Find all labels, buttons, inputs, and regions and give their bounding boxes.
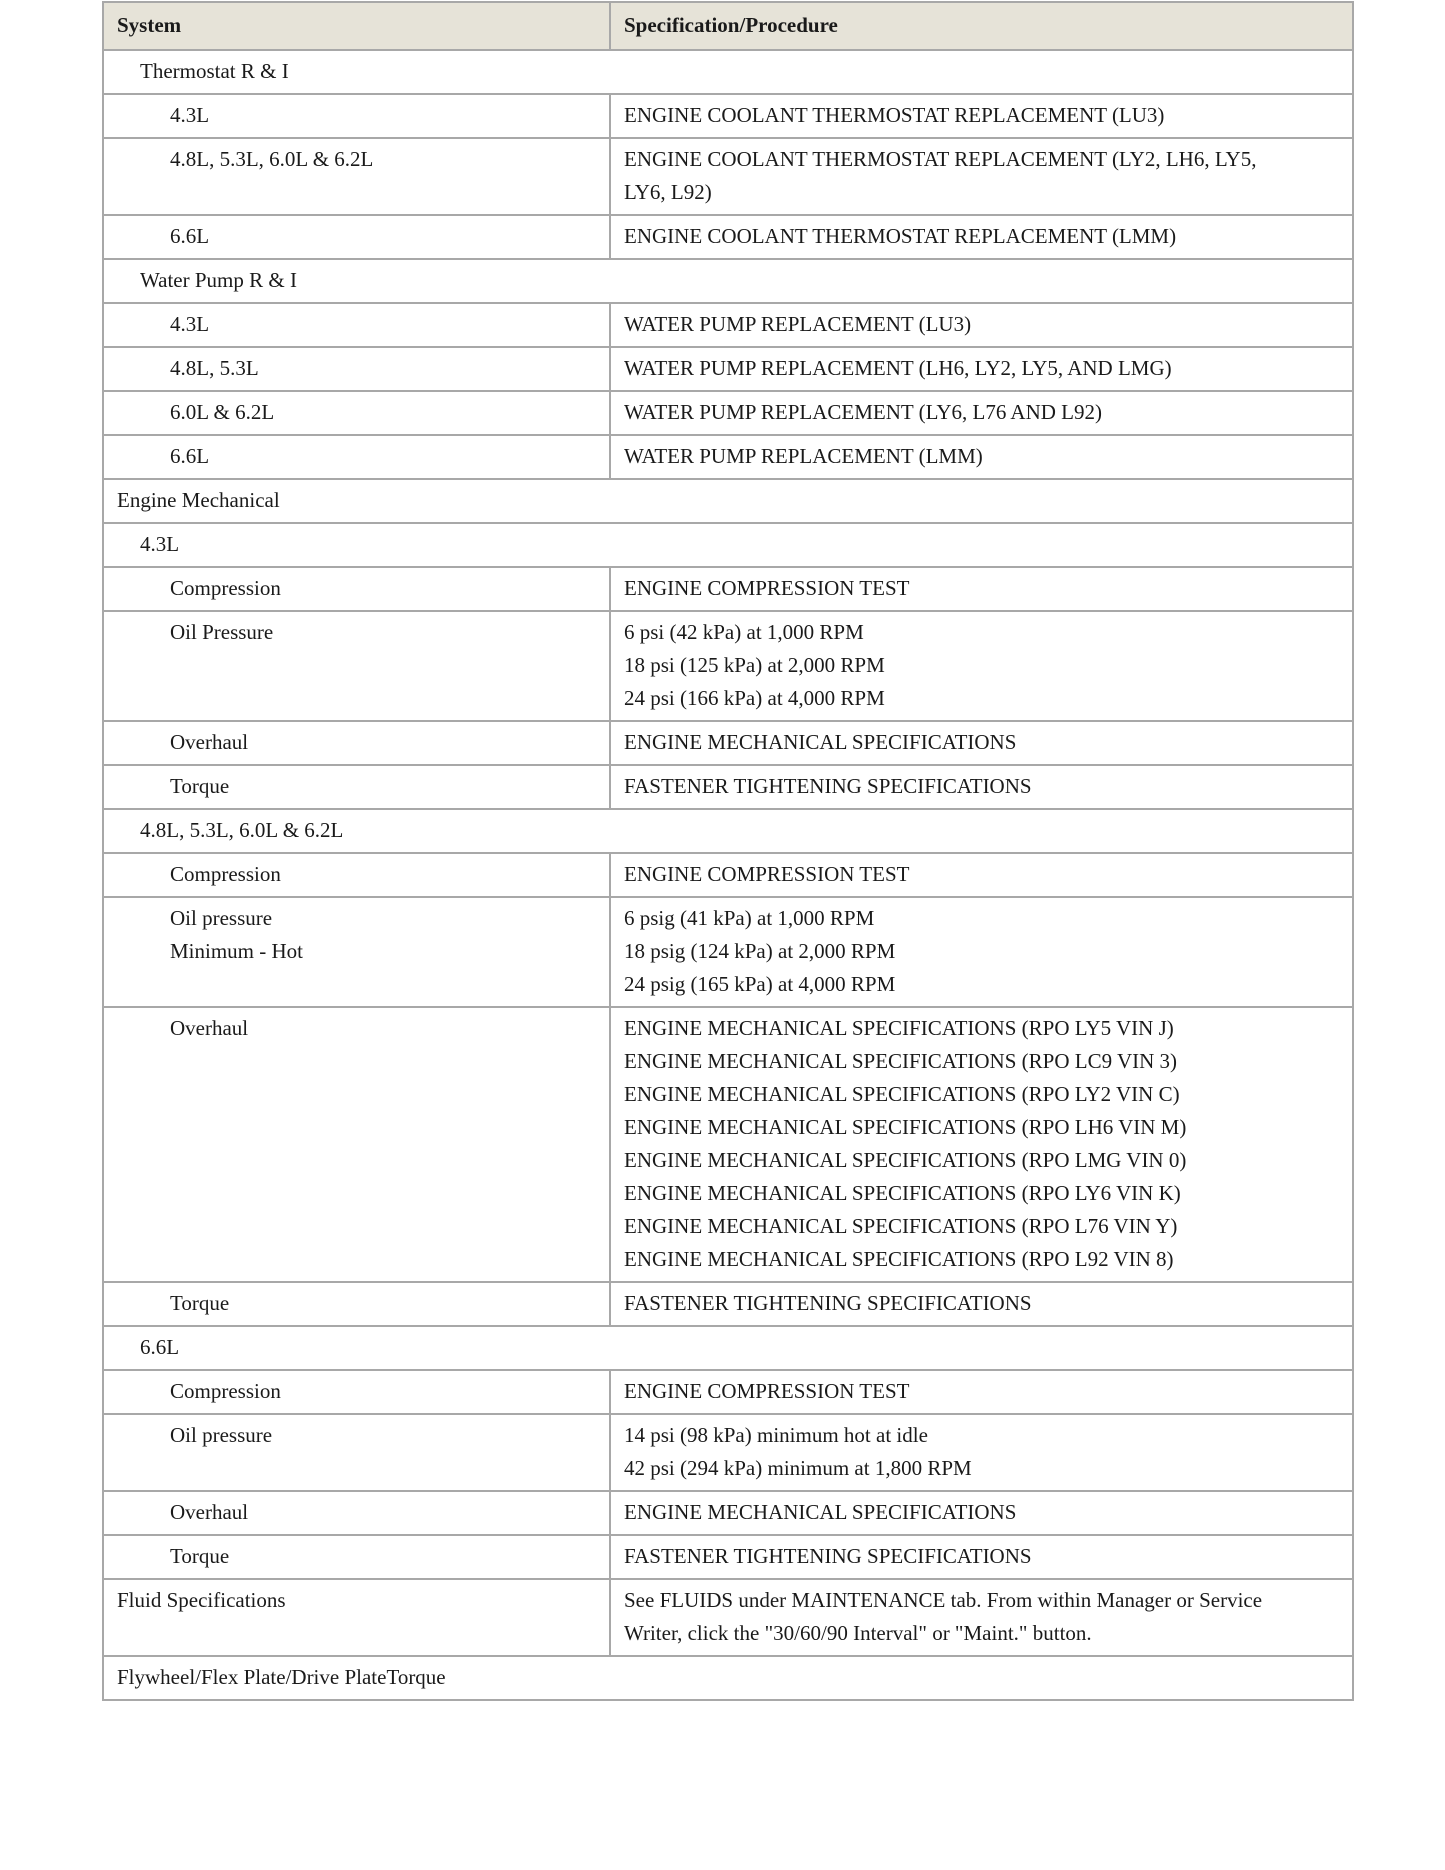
specification-line: ENGINE MECHANICAL SPECIFICATIONS (RPO L76 VIN Y)	[624, 1214, 1178, 1238]
system-label: Fluid Specifications	[117, 1588, 286, 1612]
system-cell	[103, 215, 610, 259]
section-cell	[103, 50, 1353, 94]
specification-lines	[611, 1492, 1352, 1534]
specification-lines	[611, 1580, 1352, 1655]
specification-line: 42 psi (294 kPa) minimum at 1,800 RPM	[624, 1456, 972, 1480]
system-cell	[103, 567, 610, 611]
system-label: Compression	[170, 576, 281, 600]
system-cell	[103, 138, 610, 215]
specification-line: 18 psig (124 kPa) at 2,000 RPM	[624, 939, 896, 963]
table-row	[103, 765, 1353, 809]
specification-cell	[610, 215, 1353, 259]
specification-line: FASTENER TIGHTENING SPECIFICATIONS	[624, 1291, 1032, 1315]
system-label-block	[104, 722, 609, 764]
system-label-block	[104, 304, 609, 346]
specification-cell	[610, 721, 1353, 765]
specification-cell	[610, 435, 1353, 479]
system-cell	[103, 853, 610, 897]
specification-cell	[610, 391, 1353, 435]
system-label-block	[104, 854, 609, 896]
section-row	[103, 259, 1353, 303]
system-label-block	[104, 568, 609, 610]
section-label: 4.3L	[140, 532, 180, 556]
specification-cell	[610, 347, 1353, 391]
header-system: System	[103, 2, 610, 50]
specification-line: Writer, click the "30/60/90 Interval" or "Maint." button.	[624, 1621, 1092, 1645]
table-row	[103, 347, 1353, 391]
specification-line: See FLUIDS under MAINTENANCE tab. From within Manager or Service	[624, 1588, 1263, 1612]
specification-lines	[611, 1536, 1352, 1578]
specification-cell	[610, 611, 1353, 721]
section-row	[103, 1326, 1353, 1370]
table-row	[103, 1370, 1353, 1414]
system-label-block	[104, 139, 609, 181]
system-label-block	[104, 1371, 609, 1413]
header-row	[103, 2, 1353, 50]
table-row	[103, 611, 1353, 721]
specification-line: ENGINE COMPRESSION TEST	[624, 1379, 910, 1403]
specification-line: WATER PUMP REPLACEMENT (LU3)	[624, 312, 972, 336]
system-cell	[103, 1491, 610, 1535]
section-row	[103, 809, 1353, 853]
table-body	[103, 50, 1353, 1700]
system-cell	[103, 1370, 610, 1414]
section-cell	[103, 809, 1353, 853]
specification-lines	[611, 854, 1352, 896]
system-cell	[103, 611, 610, 721]
table-row	[103, 853, 1353, 897]
section-cell	[103, 1656, 1353, 1700]
system-label: 6.6L	[170, 444, 210, 468]
system-label-block	[104, 612, 609, 654]
system-label: 4.8L, 5.3L, 6.0L & 6.2L	[170, 147, 374, 171]
specification-line: ENGINE MECHANICAL SPECIFICATIONS (RPO LY2 VIN C)	[624, 1082, 1180, 1106]
section-row	[103, 1656, 1353, 1700]
specification-lines	[611, 95, 1352, 137]
system-label-block	[104, 95, 609, 137]
specification-lines	[611, 348, 1352, 390]
specification-line: FASTENER TIGHTENING SPECIFICATIONS	[624, 774, 1032, 798]
specification-cell	[610, 138, 1353, 215]
system-cell	[103, 1414, 610, 1491]
specification-cell	[610, 1007, 1353, 1282]
specification-line: WATER PUMP REPLACEMENT (LH6, LY2, LY5, AND LMG)	[624, 356, 1172, 380]
table-row	[103, 1282, 1353, 1326]
section-row	[103, 50, 1353, 94]
spec-table	[102, 1, 1354, 1701]
system-cell	[103, 1007, 610, 1282]
specification-cell	[610, 94, 1353, 138]
system-label: Torque	[170, 774, 230, 798]
specification-cell	[610, 853, 1353, 897]
specification-line: 6 psig (41 kPa) at 1,000 RPM	[624, 906, 875, 930]
system-label: Overhaul	[170, 1500, 249, 1524]
table-row	[103, 94, 1353, 138]
section-row	[103, 523, 1353, 567]
specification-lines	[611, 216, 1352, 258]
specification-lines	[611, 568, 1352, 610]
specification-line: ENGINE MECHANICAL SPECIFICATIONS	[624, 1500, 1017, 1524]
specification-line: ENGINE COOLANT THERMOSTAT REPLACEMENT (LMM)	[624, 224, 1177, 248]
table-row	[103, 1579, 1353, 1656]
section-cell	[103, 1326, 1353, 1370]
specification-cell	[610, 1414, 1353, 1491]
specification-line: ENGINE COMPRESSION TEST	[624, 576, 910, 600]
section-cell	[103, 259, 1353, 303]
table-row	[103, 1414, 1353, 1491]
specification-lines	[611, 1283, 1352, 1325]
specification-lines	[611, 392, 1352, 434]
specification-cell	[610, 1491, 1353, 1535]
specification-lines	[611, 898, 1352, 1006]
specification-cell	[610, 765, 1353, 809]
specification-line: ENGINE COOLANT THERMOSTAT REPLACEMENT (LY2, LH6, LY5,	[624, 147, 1257, 171]
section-label: 6.6L	[140, 1335, 180, 1359]
system-label: Overhaul	[170, 730, 249, 754]
specification-line: 14 psi (98 kPa) minimum hot at idle	[624, 1423, 928, 1447]
system-label: 6.0L & 6.2L	[170, 400, 275, 424]
system-cell	[103, 303, 610, 347]
section-cell	[103, 479, 1353, 523]
table-row	[103, 897, 1353, 1007]
section-label: Thermostat R & I	[140, 59, 289, 83]
specification-lines	[611, 722, 1352, 764]
specification-line: ENGINE MECHANICAL SPECIFICATIONS (RPO LMG VIN 0)	[624, 1148, 1187, 1172]
specification-lines	[611, 139, 1352, 214]
system-label-block	[104, 348, 609, 390]
system-cell	[103, 1535, 610, 1579]
system-cell	[103, 347, 610, 391]
system-label-block	[104, 1008, 609, 1050]
specification-line: ENGINE MECHANICAL SPECIFICATIONS (RPO L92 VIN 8)	[624, 1247, 1174, 1271]
system-label: Oil Pressure	[170, 620, 274, 644]
system-label: Compression	[170, 1379, 281, 1403]
system-label: 4.8L, 5.3L	[170, 356, 259, 380]
system-label: Oil pressure	[170, 906, 273, 930]
specification-line: WATER PUMP REPLACEMENT (LY6, L76 AND L92)	[624, 400, 1102, 424]
header-specification: Specification/Procedure	[610, 2, 1353, 50]
system-label: 4.3L	[170, 312, 210, 336]
specification-line: WATER PUMP REPLACEMENT (LMM)	[624, 444, 983, 468]
system-cell	[103, 435, 610, 479]
specification-cell	[610, 1579, 1353, 1656]
system-cell	[103, 897, 610, 1007]
table-row	[103, 721, 1353, 765]
specification-line: FASTENER TIGHTENING SPECIFICATIONS	[624, 1544, 1032, 1568]
system-sublabel: Minimum - Hot	[170, 939, 304, 963]
system-label: 4.3L	[170, 103, 210, 127]
specification-lines	[611, 1371, 1352, 1413]
system-cell	[103, 94, 610, 138]
section-label: Flywheel/Flex Plate/Drive PlateTorque	[117, 1665, 446, 1689]
specification-line: ENGINE COMPRESSION TEST	[624, 862, 910, 886]
system-label-block	[104, 1415, 609, 1457]
system-label: Overhaul	[170, 1016, 249, 1040]
table-row	[103, 435, 1353, 479]
specification-cell	[610, 1370, 1353, 1414]
system-cell	[103, 721, 610, 765]
specification-line: ENGINE MECHANICAL SPECIFICATIONS (RPO LH6 VIN M)	[624, 1115, 1187, 1139]
specification-lines	[611, 304, 1352, 346]
system-cell	[103, 391, 610, 435]
specification-line: 24 psig (165 kPa) at 4,000 RPM	[624, 972, 896, 996]
table-row	[103, 215, 1353, 259]
table-row	[103, 1491, 1353, 1535]
specification-lines	[611, 766, 1352, 808]
system-label: 6.6L	[170, 224, 210, 248]
specification-line: 6 psi (42 kPa) at 1,000 RPM	[624, 620, 864, 644]
system-label-block	[104, 898, 609, 973]
specification-line: ENGINE COOLANT THERMOSTAT REPLACEMENT (LU3)	[624, 103, 1165, 127]
table-row	[103, 303, 1353, 347]
system-label: Torque	[170, 1544, 230, 1568]
section-label: Engine Mechanical	[117, 488, 280, 512]
section-row	[103, 479, 1353, 523]
system-label-block	[104, 1283, 609, 1325]
system-cell	[103, 1282, 610, 1326]
specification-line: ENGINE MECHANICAL SPECIFICATIONS (RPO LY5 VIN J)	[624, 1016, 1174, 1040]
system-label-block	[104, 436, 609, 478]
system-label-block	[104, 766, 609, 808]
system-cell	[103, 1579, 610, 1656]
specification-cell	[610, 567, 1353, 611]
specification-cell	[610, 897, 1353, 1007]
specification-line: ENGINE MECHANICAL SPECIFICATIONS	[624, 730, 1017, 754]
specification-lines	[611, 1415, 1352, 1490]
system-label-block	[104, 392, 609, 434]
specification-line: ENGINE MECHANICAL SPECIFICATIONS (RPO LC9 VIN 3)	[624, 1049, 1178, 1073]
specification-cell	[610, 303, 1353, 347]
specification-line: ENGINE MECHANICAL SPECIFICATIONS (RPO LY6 VIN K)	[624, 1181, 1181, 1205]
specification-line: 18 psi (125 kPa) at 2,000 RPM	[624, 653, 885, 677]
specification-line: LY6, L92)	[624, 180, 712, 204]
table-row	[103, 1007, 1353, 1282]
specification-lines	[611, 612, 1352, 720]
table-row	[103, 138, 1353, 215]
table-row	[103, 391, 1353, 435]
system-label-block	[104, 1536, 609, 1578]
section-label: 4.8L, 5.3L, 6.0L & 6.2L	[140, 818, 344, 842]
specification-cell	[610, 1535, 1353, 1579]
section-label: Water Pump R & I	[140, 268, 297, 292]
specification-lines	[611, 436, 1352, 478]
system-label: Compression	[170, 862, 281, 886]
section-cell	[103, 523, 1353, 567]
table-row	[103, 1535, 1353, 1579]
system-label: Torque	[170, 1291, 230, 1315]
system-label-block	[104, 216, 609, 258]
specification-line: 24 psi (166 kPa) at 4,000 RPM	[624, 686, 885, 710]
system-cell	[103, 765, 610, 809]
system-label-block	[104, 1492, 609, 1534]
system-label: Oil pressure	[170, 1423, 273, 1447]
specification-cell	[610, 1282, 1353, 1326]
system-label-block	[104, 1580, 609, 1622]
specification-lines	[611, 1008, 1352, 1281]
table-row	[103, 567, 1353, 611]
